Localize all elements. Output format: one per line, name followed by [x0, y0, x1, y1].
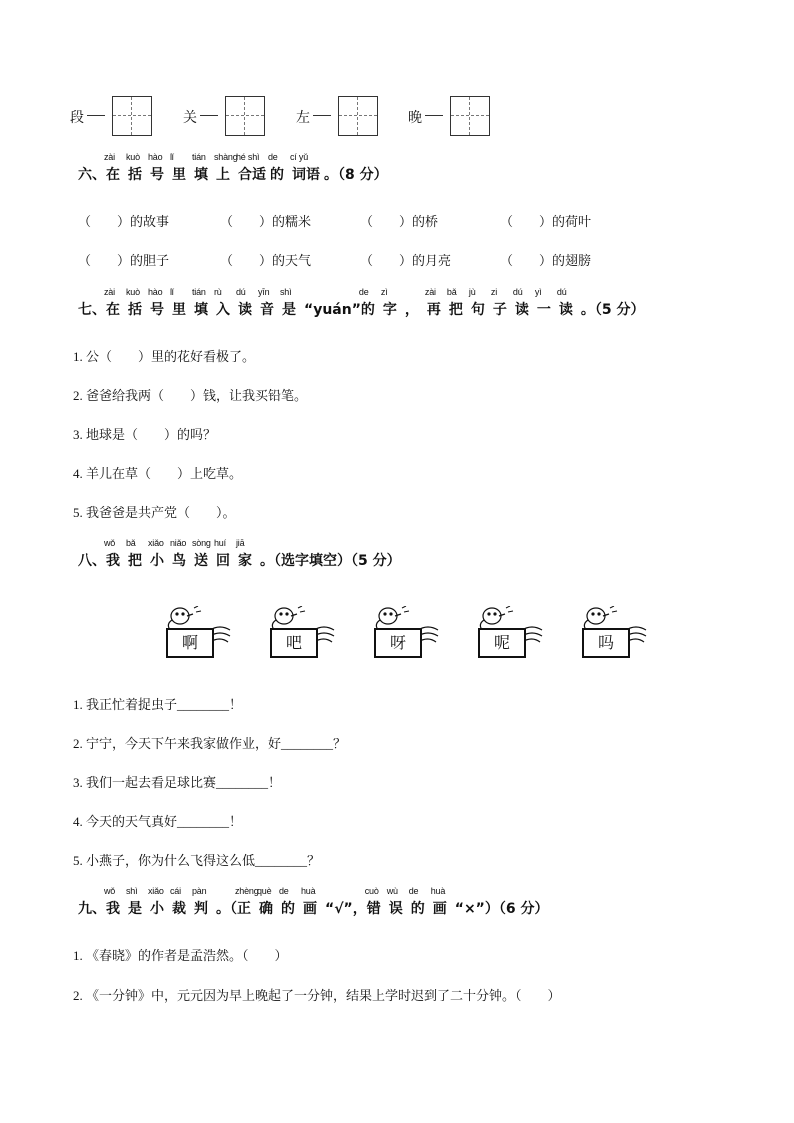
- hanzi: 误: [388, 901, 403, 917]
- pinyin-label: hé shì: [236, 152, 260, 162]
- pinyin-label: wù: [386, 886, 398, 896]
- section8-line-5[interactable]: 5. 小燕子，你为什么飞得这么低________？: [73, 853, 321, 868]
- section8-line-3[interactable]: 3. 我们一起去看足球比赛________！: [73, 775, 282, 790]
- pinyin-label: bǎ: [446, 287, 457, 297]
- pinyin-label: shì: [280, 287, 292, 297]
- pinyin-label: wǒ: [104, 886, 116, 896]
- hanzi: 号: [150, 302, 164, 318]
- fill-item[interactable]: （ ）的荷叶: [500, 214, 592, 229]
- tian-grid[interactable]: [338, 96, 378, 136]
- pinyin-label: cái: [170, 886, 181, 896]
- hanzi: 小: [150, 901, 164, 917]
- section7-heading: [78, 287, 645, 319]
- grid-char: 关: [183, 110, 197, 126]
- section7-line-4[interactable]: 4. 羊儿在草（ ）上吃草。: [73, 466, 243, 481]
- pinyin-word: [170, 886, 186, 918]
- section8-line-4[interactable]: 4. 今天的天气真好________！: [73, 814, 243, 829]
- hanzi: 里: [172, 167, 186, 183]
- hanzi: 读: [514, 302, 529, 318]
- pinyin-label: dú: [556, 287, 567, 297]
- bird-char-box: 呢: [478, 628, 526, 658]
- pinyin-word: [236, 538, 252, 570]
- pinyin-label: hào: [148, 152, 163, 162]
- hanzi: 词语: [292, 167, 320, 183]
- hanzi: 一: [536, 302, 551, 318]
- fill-item[interactable]: （ ）的故事: [78, 214, 170, 229]
- pinyin-word: [268, 152, 284, 184]
- pinyin-label: lǐ: [170, 287, 174, 297]
- stroke-grid-row: [70, 96, 510, 136]
- pinyin-label: tián: [192, 152, 206, 162]
- fill-item[interactable]: （ ）的桥: [360, 214, 439, 229]
- pinyin-label: pàn: [192, 886, 207, 896]
- tian-grid[interactable]: [112, 96, 152, 136]
- pinyin-word: [358, 287, 375, 319]
- pinyin-word: [534, 287, 551, 319]
- pinyin-word: [290, 152, 320, 184]
- bird-choice[interactable]: [472, 606, 546, 666]
- section7-line-2[interactable]: 2. 爸爸给我两（ ）钱，让我买铅笔。: [73, 388, 308, 403]
- pinyin-word: [424, 287, 441, 319]
- section8-heading: [78, 538, 401, 570]
- hanzi: 再: [426, 302, 441, 318]
- hanzi: 读: [558, 302, 573, 318]
- pinyin-label: zhèng: [235, 886, 259, 896]
- pinyin-word: [148, 886, 164, 918]
- pinyin-word: [556, 287, 573, 319]
- fill-item[interactable]: （ ）的月亮: [360, 253, 452, 268]
- bird-choice[interactable]: [264, 606, 338, 666]
- hanzi: 填: [194, 167, 208, 183]
- pinyin-label: wǒ: [104, 538, 116, 548]
- hanzi: 子: [492, 302, 507, 318]
- bird-char-box: 吧: [270, 628, 318, 658]
- hanzi: 裁: [172, 901, 186, 917]
- hanzi: 的: [410, 901, 425, 917]
- hanzi: 在: [106, 302, 120, 318]
- pinyin-label: huà: [430, 886, 446, 896]
- section-number: 九、: [78, 901, 106, 917]
- pinyin-word: [257, 886, 273, 918]
- pinyin-label: tián: [192, 287, 206, 297]
- pinyin-label: de: [268, 152, 278, 162]
- pinyin-word: [280, 287, 296, 319]
- hanzi: 家: [238, 553, 252, 569]
- pinyin-word: [214, 538, 230, 570]
- tian-grid[interactable]: [225, 96, 265, 136]
- section-number: 六、: [78, 167, 106, 183]
- pinyin-word: [148, 538, 164, 570]
- pinyin-word: [192, 886, 208, 918]
- pinyin-word: [148, 287, 164, 319]
- pinyin-word: [170, 287, 186, 319]
- pinyin-word: [214, 152, 238, 184]
- hanzi: 括: [128, 302, 142, 318]
- pinyin-word: [364, 886, 381, 918]
- pinyin-label: dú: [512, 287, 523, 297]
- fill-item[interactable]: （ ）的天气: [220, 253, 312, 268]
- hanzi: 把: [448, 302, 463, 318]
- pinyin-label: zì: [380, 287, 388, 297]
- hanzi: 句: [470, 302, 485, 318]
- pinyin-label: sòng: [192, 538, 211, 548]
- pinyin-word: [258, 287, 274, 319]
- pinyin-label: yì: [534, 287, 542, 297]
- pinyin-label: kuò: [126, 287, 140, 297]
- dash-line: [425, 115, 443, 116]
- heading-tail: 。（选字填空）（5 分）: [260, 553, 401, 569]
- pinyin-word: [192, 152, 208, 184]
- hanzi: 我: [106, 901, 120, 917]
- hanzi: 号: [150, 167, 164, 183]
- pinyin-word: [236, 287, 252, 319]
- pinyin-word: [192, 287, 208, 319]
- pinyin-label: rù: [214, 287, 222, 297]
- hanzi: 确: [259, 901, 273, 917]
- hanzi: 我: [106, 553, 120, 569]
- pinyin-word: [170, 538, 187, 570]
- hanzi: 的: [281, 901, 295, 917]
- pinyin-label: kuò: [126, 152, 140, 162]
- hanzi: 判: [194, 901, 208, 917]
- pinyin-label: bǎ: [126, 538, 136, 548]
- pinyin-word: [386, 886, 403, 918]
- pinyin-label: de: [279, 886, 289, 896]
- pinyin-label: cí yǔ: [290, 152, 309, 162]
- hanzi: 错: [366, 901, 381, 917]
- pinyin-word: [104, 886, 120, 918]
- pinyin-word: [104, 287, 120, 319]
- dash-line: [87, 115, 105, 116]
- hanzi: 音: [260, 302, 274, 318]
- pinyin-word: [512, 287, 529, 319]
- hanzi: ，: [404, 302, 419, 318]
- pinyin-label: zài: [104, 152, 115, 162]
- hanzi: 是: [282, 302, 296, 318]
- pinyin-word: [301, 886, 317, 918]
- heading-mid: “yuán”: [304, 302, 361, 318]
- hanzi: 里: [172, 302, 186, 318]
- hanzi: 填: [194, 302, 208, 318]
- hanzi: 上: [216, 167, 230, 183]
- pinyin-word: [170, 152, 186, 184]
- bird-char-box: 啊: [166, 628, 214, 658]
- pinyin-label: zi: [490, 287, 498, 297]
- section7-line-1[interactable]: 1. 公（ ）里的花好看极了。: [73, 349, 256, 364]
- grid-char: 晚: [408, 110, 422, 126]
- section8-line-2[interactable]: 2. 宁宁，今天下午来我家做作业，好________？: [73, 736, 347, 751]
- section7-line-3[interactable]: 3. 地球是（ ）的吗？: [73, 427, 217, 442]
- dash-line: [313, 115, 331, 116]
- pinyin-word: [214, 287, 230, 319]
- hanzi: 把: [128, 553, 142, 569]
- hanzi: 是: [128, 901, 142, 917]
- pinyin-label: xiǎo: [148, 886, 164, 896]
- pinyin-word: [405, 299, 419, 319]
- pinyin-word: [192, 538, 211, 570]
- hanzi: 画: [432, 901, 447, 917]
- section9-line-1[interactable]: 1. 《春晓》的作者是孟浩然。（ ）: [73, 948, 288, 963]
- pinyin-word: [126, 287, 142, 319]
- pinyin-label: shàng: [214, 152, 238, 162]
- pinyin-label: cuò: [364, 886, 379, 896]
- pinyin-label: huí: [214, 538, 226, 548]
- pinyin-word: [279, 886, 295, 918]
- pinyin-label: de: [408, 886, 419, 896]
- section7-line-5[interactable]: 5. 我爸爸是共产党（ ）。: [73, 505, 236, 520]
- bird-choice[interactable]: [368, 606, 442, 666]
- hanzi: 字: [382, 302, 397, 318]
- bird-char-box: 吗: [582, 628, 630, 658]
- heading-tail: “×”）（6 分）: [454, 901, 549, 917]
- pinyin-label: niǎo: [170, 538, 187, 548]
- heading-mid: 。（: [216, 901, 237, 917]
- pinyin-word: [236, 152, 266, 184]
- pinyin-word: [468, 287, 485, 319]
- pinyin-label: de: [358, 287, 369, 297]
- section-number: 八、: [78, 553, 106, 569]
- heading-mid: “√”，: [325, 901, 367, 917]
- section8-line-1[interactable]: 1. 我正忙着捉虫子________！: [73, 697, 243, 712]
- pinyin-word: [408, 886, 425, 918]
- section6-heading: [78, 152, 388, 184]
- fill-item[interactable]: （ ）的翅膀: [500, 253, 592, 268]
- pinyin-word: [430, 886, 447, 918]
- pinyin-label: dú: [236, 287, 246, 297]
- pinyin-word: [148, 152, 164, 184]
- pinyin-word: [126, 152, 142, 184]
- pinyin-label: jiā: [236, 538, 245, 548]
- pinyin-word: [104, 152, 120, 184]
- pinyin-word: [235, 886, 259, 918]
- pinyin-label: lǐ: [170, 152, 174, 162]
- section9-heading: [78, 886, 549, 918]
- pinyin-label: zài: [104, 287, 115, 297]
- hanzi: 合适: [238, 167, 266, 183]
- grid-char: 段: [70, 110, 84, 126]
- hanzi: 括: [128, 167, 142, 183]
- pinyin-label: hào: [148, 287, 163, 297]
- hanzi: 鸟: [172, 553, 186, 569]
- hanzi: 小: [150, 553, 164, 569]
- hanzi: 在: [106, 167, 120, 183]
- hanzi: 画: [303, 901, 317, 917]
- bird-choice[interactable]: [160, 606, 234, 666]
- pinyin-label: zài: [424, 287, 436, 297]
- heading-tail: 。（5 分）: [580, 302, 645, 318]
- hanzi: 读: [238, 302, 252, 318]
- pinyin-word: [104, 538, 120, 570]
- section-number: 七、: [78, 302, 106, 318]
- fill-item[interactable]: （ ）的胆子: [78, 253, 170, 268]
- pinyin-word: [446, 287, 463, 319]
- hanzi: 的: [270, 167, 284, 183]
- section9-line-2[interactable]: 2. 《一分钟》中，元元因为早上晚起了一分钟，结果上学时迟到了二十分钟。（ ）: [73, 988, 561, 1003]
- bird-choice[interactable]: [576, 606, 650, 666]
- pinyin-word: [126, 886, 142, 918]
- tian-grid[interactable]: [450, 96, 490, 136]
- pinyin-label: huà: [301, 886, 316, 896]
- hanzi: 送: [194, 553, 208, 569]
- pinyin-label: shì: [126, 886, 138, 896]
- fill-item[interactable]: （ ）的糯米: [220, 214, 312, 229]
- pinyin-label: xiǎo: [148, 538, 164, 548]
- hanzi: 回: [216, 553, 230, 569]
- pinyin-word: [380, 287, 397, 319]
- hanzi: 的: [360, 302, 375, 318]
- hanzi: 正: [237, 901, 251, 917]
- pinyin-label: jù: [468, 287, 476, 297]
- grid-char: 左: [296, 110, 310, 126]
- dash-line: [200, 115, 218, 116]
- bird-char-box: 呀: [374, 628, 422, 658]
- hanzi: 入: [216, 302, 230, 318]
- pinyin-label: yīn: [258, 287, 270, 297]
- pinyin-word: [126, 538, 142, 570]
- pinyin-word: [490, 287, 507, 319]
- pinyin-label: què: [257, 886, 272, 896]
- heading-tail: 。（8 分）: [324, 167, 388, 183]
